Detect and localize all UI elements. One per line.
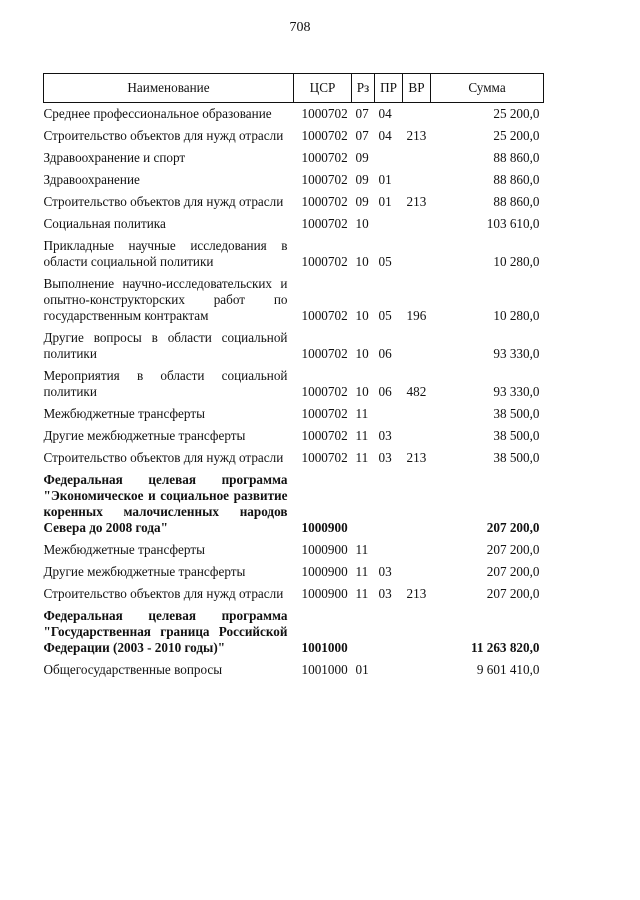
cell-name: Строительство объектов для нужд отрасли xyxy=(43,128,284,143)
cell-csr: 1000702 xyxy=(301,450,348,465)
cell-vr xyxy=(403,235,431,273)
table-row xyxy=(44,125,544,147)
cell-pr xyxy=(375,213,403,235)
cell-pr: 06 xyxy=(378,346,392,361)
cell-pr: 06 xyxy=(378,384,392,399)
cell-rz xyxy=(352,605,375,659)
cell-csr: 1000702 xyxy=(301,216,348,231)
cell-csr: 1000900 xyxy=(301,520,348,535)
cell-csr: 1001000 xyxy=(301,640,348,655)
cell-pr: 03 xyxy=(378,450,392,465)
table-row xyxy=(44,235,544,273)
page-number: 708 xyxy=(289,20,311,35)
cell-vr: 196 xyxy=(406,308,427,323)
cell-rz xyxy=(352,469,375,539)
header-name: Наименование xyxy=(44,74,294,103)
cell-csr: 1000702 xyxy=(301,106,348,121)
cell-csr: 1000702 xyxy=(301,308,348,323)
cell-sum: 25 200,0 xyxy=(493,106,540,121)
cell-pr: 05 xyxy=(378,254,392,269)
cell-sum: 38 500,0 xyxy=(493,450,540,465)
cell-rz: 07 xyxy=(355,128,369,143)
cell-csr: 1000702 xyxy=(301,254,348,269)
cell-name: Другие вопросы в области социальной политики xyxy=(43,330,288,361)
cell-name: Строительство объектов для нужд отрасли xyxy=(43,194,284,209)
cell-sum: 103 610,0 xyxy=(486,216,540,231)
cell-sum: 88 860,0 xyxy=(493,194,540,209)
cell-sum: 25 200,0 xyxy=(493,128,540,143)
cell-rz: 11 xyxy=(355,586,369,601)
cell-vr xyxy=(403,403,431,425)
cell-name: Среднее профессиональное образование xyxy=(43,106,272,121)
cell-csr: 1000702 xyxy=(301,384,348,399)
table-row xyxy=(44,327,544,365)
table-row xyxy=(44,583,544,605)
table-row xyxy=(44,365,544,403)
cell-sum: 207 200,0 xyxy=(486,542,540,557)
cell-vr: 213 xyxy=(406,128,427,143)
cell-pr: 01 xyxy=(378,172,392,187)
cell-csr: 1000702 xyxy=(301,150,348,165)
table-row xyxy=(44,169,544,191)
cell-vr xyxy=(403,425,431,447)
cell-csr: 1000702 xyxy=(301,172,348,187)
cell-pr xyxy=(375,403,403,425)
cell-name: Другие межбюджетные трансферты xyxy=(43,564,246,579)
cell-sum: 88 860,0 xyxy=(493,172,540,187)
cell-pr: 03 xyxy=(378,564,392,579)
cell-sum: 10 280,0 xyxy=(493,254,540,269)
cell-sum: 9 601 410,0 xyxy=(476,662,540,677)
cell-csr: 1000702 xyxy=(301,428,348,443)
cell-csr: 1000702 xyxy=(301,128,348,143)
cell-vr: 213 xyxy=(406,450,427,465)
cell-name: Общегосударственные вопросы xyxy=(43,662,223,677)
cell-sum: 207 200,0 xyxy=(486,586,540,601)
cell-vr xyxy=(403,147,431,169)
header-rz: Рз xyxy=(352,74,375,103)
cell-rz: 07 xyxy=(355,106,369,121)
cell-pr: 05 xyxy=(378,308,392,323)
cell-csr: 1000900 xyxy=(301,542,348,557)
cell-sum: 11 263 820,0 xyxy=(470,640,540,655)
cell-vr xyxy=(403,103,431,126)
cell-vr xyxy=(403,469,431,539)
cell-pr: 03 xyxy=(378,428,392,443)
cell-pr xyxy=(375,605,403,659)
cell-rz: 11 xyxy=(355,406,369,421)
cell-rz: 01 xyxy=(355,662,369,677)
cell-csr: 1000900 xyxy=(301,586,348,601)
cell-name: Межбюджетные трансферты xyxy=(43,542,205,557)
cell-rz: 09 xyxy=(355,150,369,165)
cell-name: Здравоохранение и спорт xyxy=(43,150,186,165)
cell-csr: 1001000 xyxy=(301,662,348,677)
cell-name: Выполнение научно-исследовательских и опытно-конструкторских работ по государственным контрактам xyxy=(43,276,288,323)
cell-name: Федеральная целевая программа "Экономическое и социальное развитие коренных малочисленных народов Севера до 2008 года" xyxy=(43,472,288,535)
header-pr: ПР xyxy=(375,74,403,103)
cell-vr xyxy=(403,213,431,235)
cell-rz: 10 xyxy=(355,346,369,361)
table-row xyxy=(44,103,544,126)
cell-name: Федеральная целевая программа "Государственная граница Российской Федерации (2003 - 2010 годы)" xyxy=(43,608,288,655)
table-row xyxy=(44,561,544,583)
cell-pr xyxy=(375,147,403,169)
cell-name: Другие межбюджетные трансферты xyxy=(43,428,246,443)
cell-sum: 207 200,0 xyxy=(486,520,540,535)
header-row xyxy=(44,74,544,103)
cell-name: Мероприятия в области социальной политики xyxy=(43,368,288,399)
cell-sum: 38 500,0 xyxy=(493,406,540,421)
cell-name: Строительство объектов для нужд отрасли xyxy=(43,586,284,601)
cell-vr: 213 xyxy=(406,194,427,209)
cell-rz: 09 xyxy=(355,194,369,209)
cell-pr: 04 xyxy=(378,106,392,121)
cell-csr: 1000702 xyxy=(301,406,348,421)
table-row xyxy=(44,147,544,169)
cell-name: Строительство объектов для нужд отрасли xyxy=(43,450,284,465)
cell-vr: 482 xyxy=(406,384,427,399)
cell-pr xyxy=(375,469,403,539)
table-row xyxy=(44,191,544,213)
cell-vr xyxy=(403,659,431,681)
table-header xyxy=(44,74,544,103)
cell-sum: 38 500,0 xyxy=(493,428,540,443)
cell-sum: 10 280,0 xyxy=(493,308,540,323)
cell-sum: 93 330,0 xyxy=(493,384,540,399)
header-vr: ВР xyxy=(403,74,431,103)
cell-rz: 10 xyxy=(355,384,369,399)
table-body xyxy=(44,103,544,682)
header-sum: Сумма xyxy=(431,74,544,103)
cell-name: Социальная политика xyxy=(43,216,166,231)
cell-sum: 207 200,0 xyxy=(486,564,540,579)
table-row xyxy=(44,447,544,469)
cell-vr xyxy=(403,539,431,561)
table-row xyxy=(44,605,544,659)
cell-csr: 1000900 xyxy=(301,564,348,579)
cell-name: Межбюджетные трансферты xyxy=(43,406,205,421)
cell-vr xyxy=(403,169,431,191)
cell-vr: 213 xyxy=(406,586,427,601)
table-row xyxy=(44,213,544,235)
cell-pr xyxy=(375,659,403,681)
cell-sum: 93 330,0 xyxy=(493,346,540,361)
cell-rz: 11 xyxy=(355,564,369,579)
cell-pr xyxy=(375,539,403,561)
table-row xyxy=(44,425,544,447)
cell-pr: 01 xyxy=(378,194,392,209)
cell-sum: 88 860,0 xyxy=(493,150,540,165)
table-row xyxy=(44,539,544,561)
cell-rz: 11 xyxy=(355,428,369,443)
cell-rz: 09 xyxy=(355,172,369,187)
cell-csr: 1000702 xyxy=(301,194,348,209)
cell-vr xyxy=(403,327,431,365)
table-row xyxy=(44,403,544,425)
cell-pr: 04 xyxy=(378,128,392,143)
cell-rz: 10 xyxy=(355,308,369,323)
budget-table xyxy=(43,73,544,681)
table-row xyxy=(44,469,544,539)
cell-rz: 11 xyxy=(355,450,369,465)
header-csr: ЦСР xyxy=(294,74,352,103)
cell-csr: 1000702 xyxy=(301,346,348,361)
table-row xyxy=(44,273,544,327)
cell-vr xyxy=(403,605,431,659)
cell-rz: 11 xyxy=(355,542,369,557)
cell-vr xyxy=(403,561,431,583)
cell-rz: 10 xyxy=(355,216,369,231)
table-row xyxy=(44,659,544,681)
cell-pr: 03 xyxy=(378,586,392,601)
cell-rz: 10 xyxy=(355,254,369,269)
cell-name: Здравоохранение xyxy=(43,172,140,187)
cell-name: Прикладные научные исследования в области социальной политики xyxy=(43,238,288,269)
